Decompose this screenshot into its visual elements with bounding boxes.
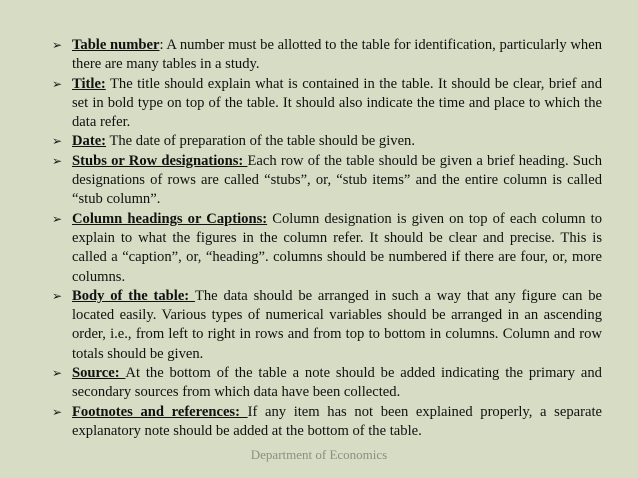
arrow-bullet-icon: ➢ [52,288,63,303]
item-text: The date of preparation of the table should be given. [109,133,415,150]
item-term: Stubs or Row designations: [72,152,248,169]
item-term: Footnotes and references: [72,403,248,420]
list-item [50,210,602,287]
list-item [50,132,602,151]
arrow-bullet-icon: ➢ [52,153,63,168]
footer-text: Department of Economics [250,447,388,462]
list-item [50,287,602,364]
arrow-bullet-icon: ➢ [52,366,63,381]
arrow-bullet-icon: ➢ [52,211,63,226]
item-term: Table number [72,37,160,53]
item-text: The data should be arranged in such a way that any figure can be located easily. Various types of numerical variables should be arranged in an ascending order, i.e., from left to right in rows and from top to bottom in columns. Column and row totals should be given. [72,287,602,362]
list-item [50,403,602,442]
item-text: Column designation is given on top of each column to explain to what the figures in the column refer. It should be clear and precise. This is called a “caption”, or, “heading”. columns should be numbered if there are four, or, more columns. [72,210,602,285]
bullet-list [50,36,602,441]
item-term: Date: [72,133,107,150]
item-term: Title: [72,75,106,92]
arrow-bullet-icon: ➢ [52,134,63,149]
list-item [50,36,602,75]
arrow-bullet-icon: ➢ [52,76,63,91]
list-item [50,152,602,210]
arrow-bullet-icon: ➢ [52,38,63,52]
list-item [50,75,602,133]
item-term: Source: [72,365,126,382]
item-text: If any item has not been explained properly, a separate explanatory note should be added at the bottom of the table. [72,403,602,439]
item-text: The title should explain what is contained in the table. It should be clear, brief and set in bold type on top of the table. It should also indicate the time and place to which the data refer. [72,75,602,131]
item-text: A number must be allotted to the table for identification, particularly when there are many tables in a study. [72,37,602,73]
item-term: Column headings or Captions: [72,210,268,227]
item-text: Each row of the table should be given a brief heading. Such designations of rows are called “stubs”, or, “stub items” and the entire column is called “stub column”. [72,152,602,208]
list-item [50,364,602,403]
item-text: At the bottom of the table a note should be added indicating the primary and secondary sources from which data have been collected. [72,365,602,401]
item-term: Body of the table: [72,287,195,304]
item-sep: : [159,37,167,53]
arrow-bullet-icon: ➢ [52,404,63,419]
